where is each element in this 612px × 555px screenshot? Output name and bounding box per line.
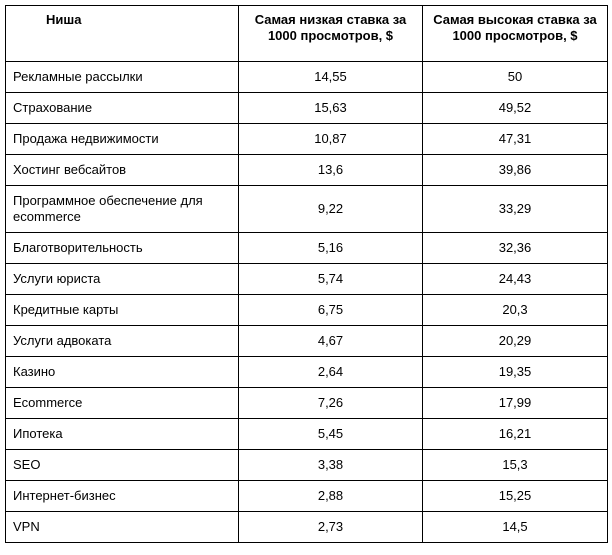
high-rate-cell: 17,99 bbox=[423, 388, 608, 419]
table-row bbox=[6, 388, 608, 419]
low-rate-cell: 15,63 bbox=[239, 93, 423, 124]
high-rate-cell: 20,3 bbox=[423, 295, 608, 326]
niche-cell: Ипотека bbox=[6, 419, 239, 450]
niche-cell: SEO bbox=[6, 450, 239, 481]
low-rate-cell: 2,64 bbox=[239, 357, 423, 388]
high-rate-cell: 15,25 bbox=[423, 481, 608, 512]
niche-cell: Продажа недвижимости bbox=[6, 124, 239, 155]
low-rate-cell: 9,22 bbox=[239, 186, 423, 233]
niche-cell: Услуги адвоката bbox=[6, 326, 239, 357]
niche-cell: Казино bbox=[6, 357, 239, 388]
low-rate-cell: 3,38 bbox=[239, 450, 423, 481]
table-row bbox=[6, 93, 608, 124]
table-row bbox=[6, 264, 608, 295]
high-rate-cell: 32,36 bbox=[423, 233, 608, 264]
table-row bbox=[6, 124, 608, 155]
high-rate-cell: 50 bbox=[423, 62, 608, 93]
table-row bbox=[6, 295, 608, 326]
low-rate-cell: 5,45 bbox=[239, 419, 423, 450]
table-row bbox=[6, 186, 608, 233]
low-rate-cell: 5,74 bbox=[239, 264, 423, 295]
high-rate-cell: 47,31 bbox=[423, 124, 608, 155]
table-row bbox=[6, 62, 608, 93]
low-rate-cell: 10,87 bbox=[239, 124, 423, 155]
niche-cell: Ecommerce bbox=[6, 388, 239, 419]
table-row bbox=[6, 481, 608, 512]
table-row bbox=[6, 419, 608, 450]
table-row bbox=[6, 512, 608, 543]
cpm-rates-table bbox=[5, 5, 608, 543]
table-row bbox=[6, 357, 608, 388]
low-rate-cell: 14,55 bbox=[239, 62, 423, 93]
table-body bbox=[6, 62, 608, 543]
niche-cell: Услуги юриста bbox=[6, 264, 239, 295]
niche-cell: Рекламные рассылки bbox=[6, 62, 239, 93]
table-row bbox=[6, 450, 608, 481]
high-rate-cell: 14,5 bbox=[423, 512, 608, 543]
niche-cell: Страхование bbox=[6, 93, 239, 124]
niche-cell: Хостинг вебсайтов bbox=[6, 155, 239, 186]
niche-cell: Интернет-бизнес bbox=[6, 481, 239, 512]
header-highest-rate: Самая высокая ставка за 1000 просмотров, $ bbox=[423, 6, 608, 62]
header-row bbox=[6, 6, 608, 62]
header-lowest-rate: Самая низкая ставка за 1000 просмотров, $ bbox=[239, 6, 423, 62]
low-rate-cell: 5,16 bbox=[239, 233, 423, 264]
header-niche: Ниша bbox=[6, 6, 239, 62]
niche-cell: Благотворительность bbox=[6, 233, 239, 264]
table-header bbox=[6, 6, 608, 62]
low-rate-cell: 2,73 bbox=[239, 512, 423, 543]
niche-cell: VPN bbox=[6, 512, 239, 543]
high-rate-cell: 20,29 bbox=[423, 326, 608, 357]
low-rate-cell: 7,26 bbox=[239, 388, 423, 419]
table-row bbox=[6, 233, 608, 264]
high-rate-cell: 33,29 bbox=[423, 186, 608, 233]
table-row bbox=[6, 326, 608, 357]
niche-cell: Программное обеспечение для ecommerce bbox=[6, 186, 239, 233]
low-rate-cell: 6,75 bbox=[239, 295, 423, 326]
low-rate-cell: 4,67 bbox=[239, 326, 423, 357]
high-rate-cell: 19,35 bbox=[423, 357, 608, 388]
niche-cell: Кредитные карты bbox=[6, 295, 239, 326]
table-row bbox=[6, 155, 608, 186]
low-rate-cell: 13,6 bbox=[239, 155, 423, 186]
high-rate-cell: 15,3 bbox=[423, 450, 608, 481]
high-rate-cell: 39,86 bbox=[423, 155, 608, 186]
high-rate-cell: 16,21 bbox=[423, 419, 608, 450]
high-rate-cell: 49,52 bbox=[423, 93, 608, 124]
high-rate-cell: 24,43 bbox=[423, 264, 608, 295]
low-rate-cell: 2,88 bbox=[239, 481, 423, 512]
